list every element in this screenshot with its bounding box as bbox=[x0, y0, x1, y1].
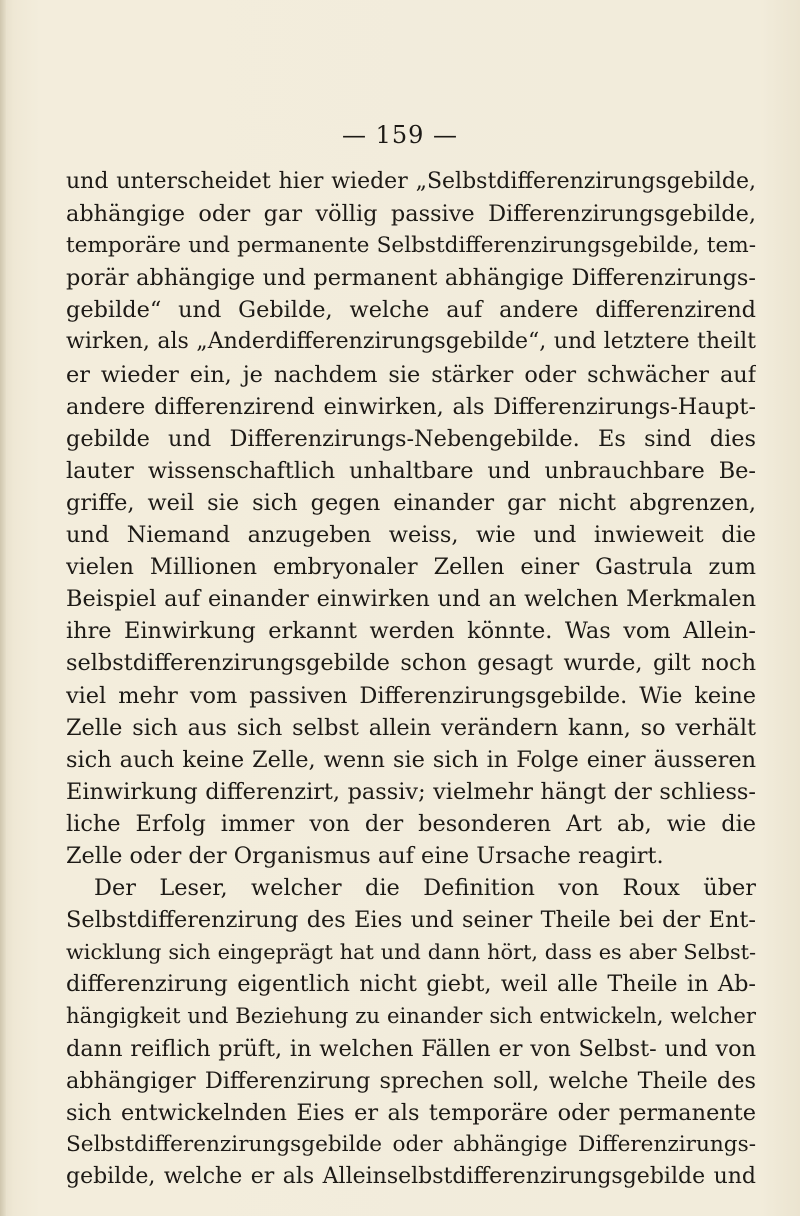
text-line: liche Erfolg immer von der besonderen Art ab, wie die bbox=[66, 810, 756, 837]
text-line: und Niemand anzugeben weiss, wie und inwieweit die bbox=[66, 522, 756, 549]
text-line: gebilde und Differenzirungs-Nebengebilde. Es sind dies bbox=[66, 425, 756, 452]
text-line: abhängiger Differenzirung sprechen soll, welche Theile des bbox=[66, 1067, 756, 1094]
text-line: er wieder ein, je nachdem sie stärker oder schwächer auf bbox=[66, 361, 756, 388]
text-line: griffe, weil sie sich gegen einander gar nicht abgrenzen, bbox=[66, 489, 756, 516]
text-line: gebilde, welche er als Alleinselbstdifferenzirungsgebilde und bbox=[66, 1163, 756, 1189]
text-line: Zelle oder der Organismus auf eine Ursache reagirt. bbox=[66, 842, 664, 869]
text-line: viel mehr vom passiven Differenzirungsgebilde. Wie keine bbox=[66, 682, 756, 709]
text-line: und unterscheidet hier wieder „Selbstdifferenzirungsgebilde, bbox=[66, 169, 756, 194]
text-line: vielen Millionen embryonaler Zellen einer Gastrula zum bbox=[66, 554, 756, 581]
text-line: porär abhängige und permanent abhängige Differenzirungs- bbox=[66, 265, 756, 292]
text-line: Selbstdifferenzirung des Eies und seiner Theile bei der Ent- bbox=[66, 907, 756, 934]
text-line: ihre Einwirkung erkannt werden könnte. Was vom Allein- bbox=[66, 618, 756, 645]
text-line: wirken, als „Anderdifferenzirungsgebilde“, und letztere theilt bbox=[66, 329, 756, 355]
text-line: Einwirkung differenzirt, passiv; vielmehr hängt der schliess- bbox=[66, 778, 756, 805]
text-line: differenzirung eigentlich nicht giebt, weil alle Theile in Ab- bbox=[66, 971, 756, 998]
text-line: andere differenzirend einwirken, als Differenzirungs-Haupt- bbox=[66, 393, 756, 420]
text-line: Zelle sich aus sich selbst allein verändern kann, so verhält bbox=[66, 714, 756, 741]
text-line: dann reiflich prüft, in welchen Fällen er von Selbst- und von bbox=[66, 1035, 756, 1062]
text-line: Selbstdifferenzirungsgebilde oder abhängige Differenzirungs- bbox=[66, 1131, 756, 1157]
text-line: Der Leser, welcher die Definition von Roux über bbox=[94, 875, 756, 902]
page-spine-edge bbox=[0, 0, 6, 1216]
text-line: sich entwickelnden Eies er als temporäre oder permanente bbox=[66, 1099, 756, 1126]
text-line: lauter wissenschaftlich unhaltbare und unbrauchbare Be- bbox=[66, 457, 756, 484]
text-line: Beispiel auf einander einwirken und an welchen Merkmalen bbox=[66, 586, 756, 613]
text-line: temporäre und permanente Selbstdifferenzirungsgebilde, tem- bbox=[66, 233, 756, 259]
text-line: selbstdifferenzirungsgebilde schon gesagt wurde, gilt noch bbox=[66, 650, 756, 677]
text-line: abhängige oder gar völlig passive Differenzirungsgebilde, bbox=[66, 201, 756, 228]
text-line: sich auch keine Zelle, wenn sie sich in Folge einer äusseren bbox=[66, 746, 756, 773]
body-text bbox=[66, 166, 756, 1193]
page-number: — 159 — bbox=[341, 121, 459, 149]
text-line: wicklung sich eingeprägt hat und dann hört, dass es aber Selbst- bbox=[66, 940, 756, 965]
text-line: hängigkeit und Beziehung zu einander sich entwickeln, welcher bbox=[66, 1003, 756, 1029]
text-line: gebilde“ und Gebilde, welche auf andere differenzirend bbox=[66, 297, 756, 324]
